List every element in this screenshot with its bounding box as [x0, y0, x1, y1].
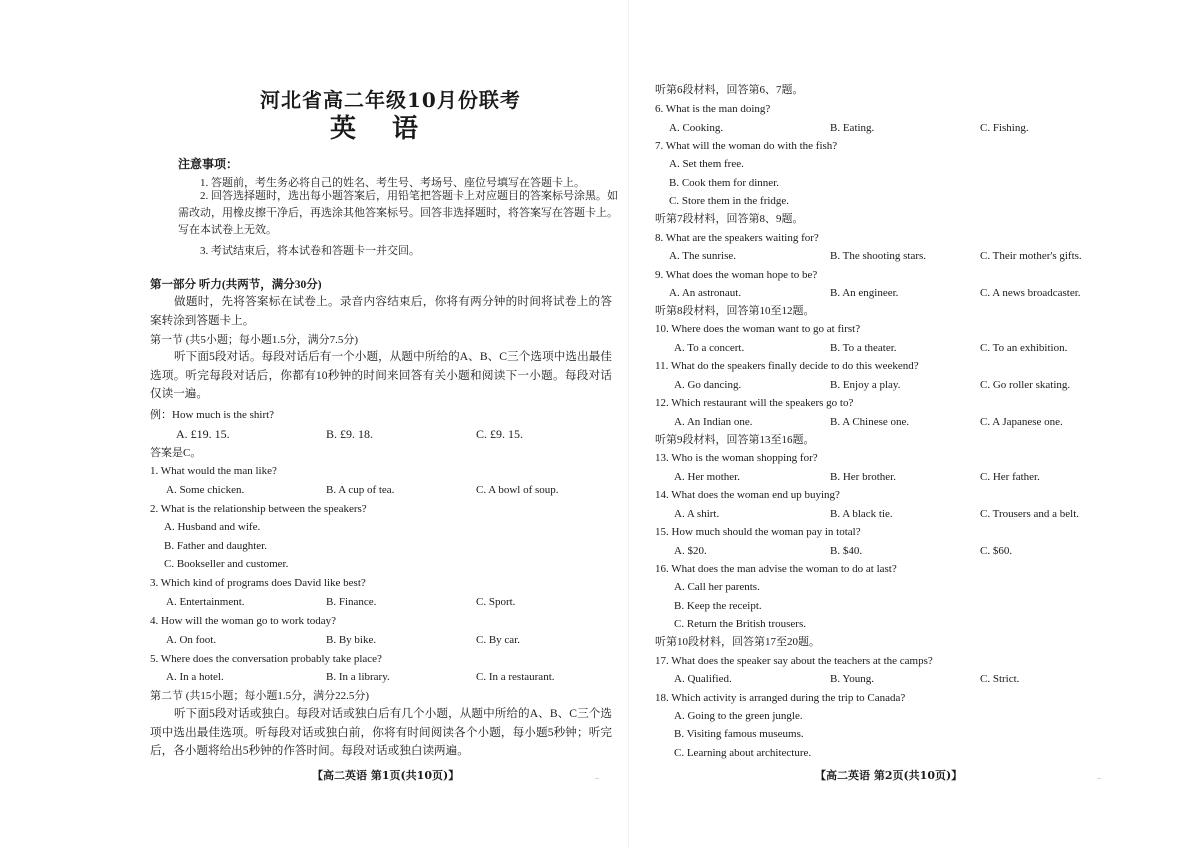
q9-option-c: C. A news broadcaster. — [980, 287, 1081, 299]
passage-7-heading: 听第7段材料，回答第8、9题。 — [655, 213, 804, 225]
q7-option-a: A. Set them free. — [669, 158, 744, 170]
q12-option-c: C. A Japanese one. — [980, 416, 1063, 428]
section1-heading: 第一节 (共5小题；每小题1.5分，满分7.5分) — [150, 334, 359, 346]
question-2: 2. What is the relationship between the speakers? — [150, 503, 367, 515]
q9-option-a: A. An astronaut. — [669, 287, 742, 299]
notice-item-1: 1. 答题前，考生务必将自己的姓名、考生号、考场号、座位号填写在答题卡上。 — [200, 177, 585, 189]
scan-mark: .. — [595, 772, 599, 781]
q17-option-b: B. Young. — [830, 673, 875, 685]
page-footer-left: 【高二英语 第1页(共10页)】 — [312, 769, 460, 782]
q5-option-a: A. In a hotel. — [166, 671, 224, 683]
q6-option-b: B. Eating. — [830, 122, 875, 134]
q10-option-a: A. To a concert. — [674, 342, 745, 354]
question-15: 15. How much should the woman pay in total? — [655, 526, 861, 538]
section2-heading: 第二节 (共15小题；每小题1.5分，满分22.5分) — [150, 690, 370, 702]
q18-option-c: C. Learning about architecture. — [674, 747, 812, 759]
q18-option-b: B. Visiting famous museums. — [674, 728, 804, 740]
notice-heading: 注意事项： — [178, 157, 239, 171]
example-question: 例：How much is the shirt? — [150, 409, 275, 421]
q10-option-c: C. To an exhibition. — [980, 342, 1068, 354]
q17-option-c: C. Strict. — [980, 673, 1020, 685]
q1-option-b: B. A cup of tea. — [326, 484, 395, 496]
q4-option-b: B. By bike. — [326, 634, 377, 646]
q12-option-b: B. A Chinese one. — [830, 416, 910, 428]
section1-instructions: 听下面5段对话。每段对话后有一个小题，从题中所给的A、B、C三个选项中选出最佳选项。听完每段对话后，你都有10秒钟的时间来回答有关小题和阅读下一小题。每段对话仅读一遍。 — [150, 350, 612, 400]
question-9: 9. What does the woman hope to be? — [655, 269, 818, 281]
example-answer: 答案是C。 — [150, 447, 202, 459]
question-18: 18. Which activity is arranged during the trip to Canada? — [655, 692, 906, 704]
question-3: 3. Which kind of programs does David like best? — [150, 577, 366, 589]
q6-option-c: C. Fishing. — [980, 122, 1029, 134]
section2-instructions: 听下面5段对话或独白。每段对话或独白后有几个小题，从题中所给的A、B、C三个选项中选出最佳选项。听每段对话或独白前，你将有时间阅读各个小题，每小题5秒钟；听完后，各小题将给出5秒钟的作答时间。每段对话或独白读两遍。 — [150, 707, 612, 757]
q2-option-a: A. Husband and wife. — [164, 521, 261, 533]
q13-option-c: C. Her father. — [980, 471, 1040, 483]
q5-option-c: C. In a restaurant. — [476, 671, 555, 683]
example-option-a: A. £19. 15. — [176, 427, 230, 441]
q3-option-a: A. Entertainment. — [166, 596, 245, 608]
q15-option-a: A. $20. — [674, 545, 707, 557]
question-11: 11. What do the speakers finally decide to do this weekend? — [655, 360, 919, 372]
exam-subject: 英语 — [330, 114, 455, 144]
question-17: 17. What does the speaker say about the teachers at the camps? — [655, 655, 933, 667]
question-7: 7. What will the woman do with the fish? — [655, 140, 838, 152]
q16-option-a: A. Call her parents. — [674, 581, 760, 593]
q2-option-b: B. Father and daughter. — [164, 540, 267, 552]
q16-option-b: B. Keep the receipt. — [674, 600, 762, 612]
q4-option-c: C. By car. — [476, 634, 520, 646]
q10-option-b: B. To a theater. — [830, 342, 897, 354]
q4-option-a: A. On foot. — [166, 634, 217, 646]
q3-option-c: C. Sport. — [476, 596, 516, 608]
q12-option-a: A. An Indian one. — [674, 416, 753, 428]
question-4: 4. How will the woman go to work today? — [150, 615, 337, 627]
q1-option-a: A. Some chicken. — [166, 484, 245, 496]
q11-option-c: C. Go roller skating. — [980, 379, 1071, 391]
page-footer-right: 【高二英语 第2页(共10页)】 — [815, 769, 963, 782]
q2-option-c: C. Bookseller and customer. — [164, 558, 289, 570]
question-14: 14. What does the woman end up buying? — [655, 489, 840, 501]
q7-option-c: C. Store them in the fridge. — [669, 195, 790, 207]
question-8: 8. What are the speakers waiting for? — [655, 232, 819, 244]
passage-10-heading: 听第10段材料，回答第17至20题。 — [655, 636, 820, 648]
q13-option-a: A. Her mother. — [674, 471, 740, 483]
passage-6-heading: 听第6段材料，回答第6、7题。 — [655, 84, 804, 96]
q3-option-b: B. Finance. — [326, 596, 377, 608]
q13-option-b: B. Her brother. — [830, 471, 896, 483]
question-16: 16. What does the man advise the woman to do at last? — [655, 563, 897, 575]
exam-title: 河北省高二年级10月份联考 — [260, 88, 521, 112]
q16-option-c: C. Return the British trousers. — [674, 618, 806, 630]
q8-option-a: A. The sunrise. — [669, 250, 737, 262]
notice-item-3: 3. 考试结束后，将本试卷和答题卡一并交回。 — [200, 245, 420, 257]
q6-option-a: A. Cooking. — [669, 122, 724, 134]
q14-option-a: A. A shirt. — [674, 508, 720, 520]
passage-9-heading: 听第9段材料，回答第13至16题。 — [655, 434, 815, 446]
q14-option-b: B. A black tie. — [830, 508, 893, 520]
question-6: 6. What is the man doing? — [655, 103, 771, 115]
q15-option-c: C. $60. — [980, 545, 1013, 557]
question-10: 10. Where does the woman want to go at first? — [655, 323, 861, 335]
q9-option-b: B. An engineer. — [830, 287, 899, 299]
question-5: 5. Where does the conversation probably take place? — [150, 653, 382, 665]
q8-option-b: B. The shooting stars. — [830, 250, 927, 262]
q8-option-c: C. Their mother's gifts. — [980, 250, 1082, 262]
q1-option-c: C. A bowl of soup. — [476, 484, 559, 496]
q5-option-b: B. In a library. — [326, 671, 390, 683]
q11-option-a: A. Go dancing. — [674, 379, 742, 391]
q7-option-b: B. Cook them for dinner. — [669, 177, 779, 189]
part1-heading: 第一部分 听力(共两节，满分30分) — [150, 279, 322, 291]
question-1: 1. What would the man like? — [150, 465, 277, 477]
question-12: 12. Which restaurant will the speakers go to? — [655, 397, 854, 409]
question-13: 13. Who is the woman shopping for? — [655, 452, 818, 464]
example-option-c: C. £9. 15. — [476, 427, 524, 441]
scan-mark: .. — [1097, 772, 1101, 781]
passage-8-heading: 听第8段材料，回答第10至12题。 — [655, 305, 815, 317]
q11-option-b: B. Enjoy a play. — [830, 379, 901, 391]
q18-option-a: A. Going to the green jungle. — [674, 710, 803, 722]
q14-option-c: C. Trousers and a belt. — [980, 508, 1079, 520]
part1-instructions: 做题时，先将答案标在试卷上。录音内容结束后，你将有两分钟的时间将试卷上的答案转涂到答题卡上。 — [150, 295, 612, 327]
page-fold — [628, 0, 629, 849]
example-option-b: B. £9. 18. — [326, 427, 374, 441]
notice-item-2: 2. 回答选择题时，选出每小题答案后，用铅笔把答题卡上对应题目的答案标号涂黑。如需改动，用橡皮擦干净后，再选涂其他答案标号。回答非选择题时，将答案写在答题卡上。写在本试卷上无效。 — [178, 190, 618, 236]
q15-option-b: B. $40. — [830, 545, 863, 557]
q17-option-a: A. Qualified. — [674, 673, 732, 685]
